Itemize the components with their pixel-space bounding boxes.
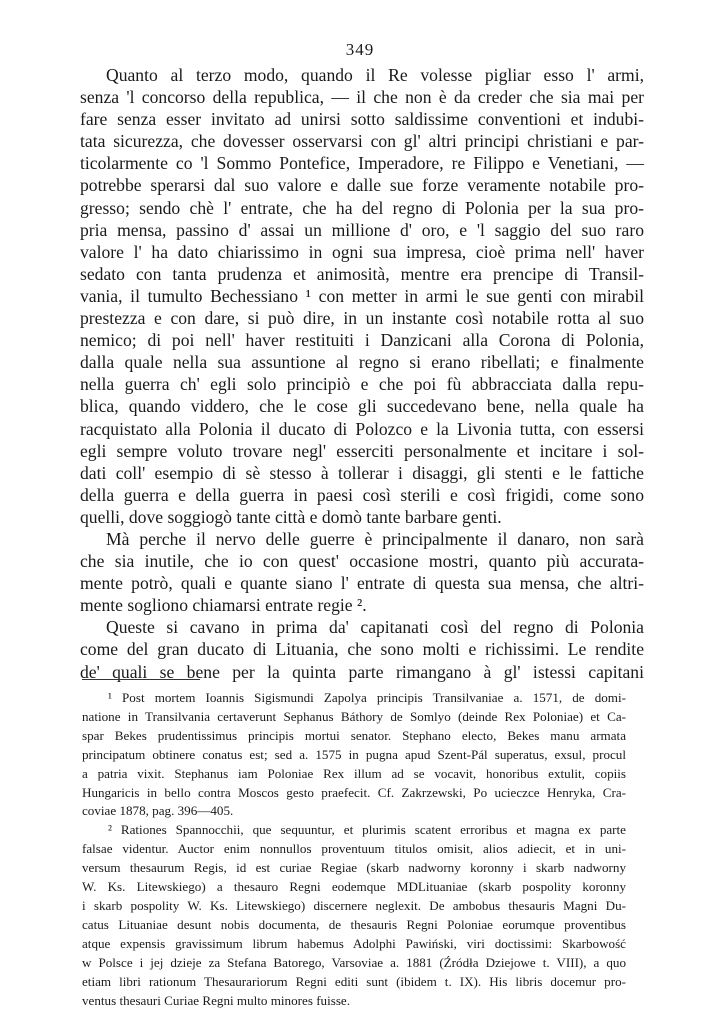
footnotes xyxy=(82,689,626,1010)
footnote-line: atque expensis gravissimum librum habemus Adolphi Pawiński, viri doctissimi: Skarbowość xyxy=(82,935,626,951)
paragraph xyxy=(80,616,644,682)
text-line: racquistato alla Polonia il ducato di Polozco e la Livonia tutta, con essersi xyxy=(80,418,644,439)
text-line: Quanto al terzo modo, quando il Re volesse pigliar esso l' armi, xyxy=(106,65,644,85)
text-line: tata sicurezza, che dovesser osservarsi con gl' altri principi christiani e par- xyxy=(80,131,644,152)
footnote-line: Hungaricis in bello contra Moscos gesto praefecit. Cf. Zakrzewski, Po ucieczce Henryka, Cra- xyxy=(82,784,626,800)
footnote-line: catus Lituaniae desunt nobis documenta, de thesauris Regni Poloniae eorumque proventibus xyxy=(82,916,626,932)
text-line: vania, il tumulto Bechessiano ¹ con metter in armi le sue genti con mirabil xyxy=(80,285,644,306)
footnote-line: versum thesaurum Regis, id est curiae Regiae (skarb nadworny koronny i skarb nadworny xyxy=(82,860,626,876)
footnote-line: spar Bekes prudentissimus principis mortui senator. Stephano electo, Bekes manu armata xyxy=(82,727,626,743)
footnote-line: falsae videntur. Auctor enim nonnullos proventuum titulos omisit, alios adiecit, et in uni- xyxy=(82,841,626,857)
text-line: nemico; di poi nell' haver restituiti i Danzicani alla Corona di Polonia, xyxy=(80,330,644,351)
footnote-line: W. Ks. Litewskiego) a thesauro Regni eodemque MDLituaniae (skarb pospolity koronny xyxy=(82,879,626,895)
footnote-line: i skarb pospolity W. Ks. Litewskiego) discernere neglexit. De ambobus thesauris Magni Du- xyxy=(82,897,626,913)
text-line: come del gran ducato di Lituania, che sono molti e richissimi. Le rendite xyxy=(80,639,644,660)
footnote-line: coviae 1878, pag. 396—405. xyxy=(82,803,234,819)
paragraph xyxy=(80,528,644,616)
text-line: quelli, dove soggiogò tante città e domò tante barbare genti. xyxy=(80,506,502,527)
text-line: Mà perche il nervo delle guerre è principalmente il danaro, non sarà xyxy=(106,528,644,549)
text-line: prestezza e con dare, si può dire, in un instante così notabile rotta al suo xyxy=(80,308,644,329)
footnote-line: natione in Transilvania certaverunt Sephanus Báthory de Somlyo (deinde Rex Poloniae) et Ca- xyxy=(82,708,626,724)
text-line: egli sempre voluto trovare negl' esserciti personalmente et incitare i sol- xyxy=(80,440,644,461)
text-line: che sia inutile, che io con quest' occasione mostri, quanto più accurata- xyxy=(80,551,644,572)
text-line: pria mensa, passino d' assai un millione d' oro, e 'l saggio del suo raro xyxy=(80,219,644,240)
text-line: ticolarmente co 'l Sommo Pontefice, Imperadore, re Filippo e Venetiani, — xyxy=(80,153,644,174)
text-line: mente potrò, quali e quante siano l' entrate di questa sua mensa, che altri- xyxy=(80,573,644,594)
text-line: potrebbe sperarsi dal suo valore e dalle sue forze veramente notabile pro- xyxy=(80,175,644,196)
text-line: dati coll' esempio di sè stesso à tollerar i disaggi, gli stenti e le fattiche xyxy=(80,462,644,483)
text-line: blica, quando viddero, che le cose gli succedevano bene, nella quale ha xyxy=(80,396,644,417)
text-line: valore l' ha dato chiarissimo in ogni sua impresa, cioè prima nell' haver xyxy=(80,241,644,262)
text-line: fare senza esser invitato ad unirsi sotto saldissime conventioni et indubi- xyxy=(80,109,644,130)
footnote-line: ventus thesauri Curiae Regni multo minores fuisse. xyxy=(82,992,351,1008)
paragraph xyxy=(80,64,644,528)
text-line: Queste si cavano in prima da' capitanati così del regno di Polonia xyxy=(106,617,644,638)
footnote-line: etiam libri rationum Thesaurariorum Regni editi sunt (ibidem t. IX). His libris docemur pro- xyxy=(82,973,626,989)
footnote-line: ¹ Post mortem Ioannis Sigismundi Zapolya principis Transilvaniae a. 1571, de domi- xyxy=(108,690,626,705)
text-line: della guerra e della guerra in paesi così sterili e così frigidi, come sono xyxy=(80,484,644,505)
footnote-line: ² Rationes Spannocchii, que sequuntur, et plurimis scatent erroribus et magna ex parte xyxy=(108,822,626,838)
footnote-line: w Polsce i jej dzieje za Stefana Batorego, Varsoviae a. 1881 (Źródła Dziejowe t. VIII), a quo xyxy=(82,954,626,970)
body-text xyxy=(80,64,644,683)
text-line: dalla quale nella sua assuntione al regno si erano ribellati; e finalmente xyxy=(80,352,644,373)
footnote xyxy=(82,821,626,1010)
footnote xyxy=(82,689,626,821)
text-line: de' quali se bene per la quinta parte rimangano à gl' istessi capitani xyxy=(80,661,644,682)
text-line: nella guerra ch' egli solo principiò e che poi fù abbracciata dalla repu- xyxy=(80,374,644,395)
page-number: 349 xyxy=(345,40,375,59)
footnote-line: a patria vixit. Stephanus iam Poloniae Rex illum ad se vocavit, honoribus extulit, copiis xyxy=(82,765,626,781)
footnote-line: principatum obtinere conatus est; sed a. 1575 in pugna apud Szent-Pál superatus, exsul, procul xyxy=(82,746,626,762)
footnote-separator xyxy=(82,679,200,680)
text-line: sedato con tanta prudenza et animosità, mentre era prencipe di Transil- xyxy=(80,263,644,284)
text-line: mente sogliono chiamarsi entrate regie ². xyxy=(80,595,367,616)
text-line: gresso; sendo chè l' entrate, che ha del regno di Polonia per la sua pro- xyxy=(80,197,644,218)
text-line: senza 'l concorso della republica, — il che non è da creder che sia mai per xyxy=(80,87,644,108)
